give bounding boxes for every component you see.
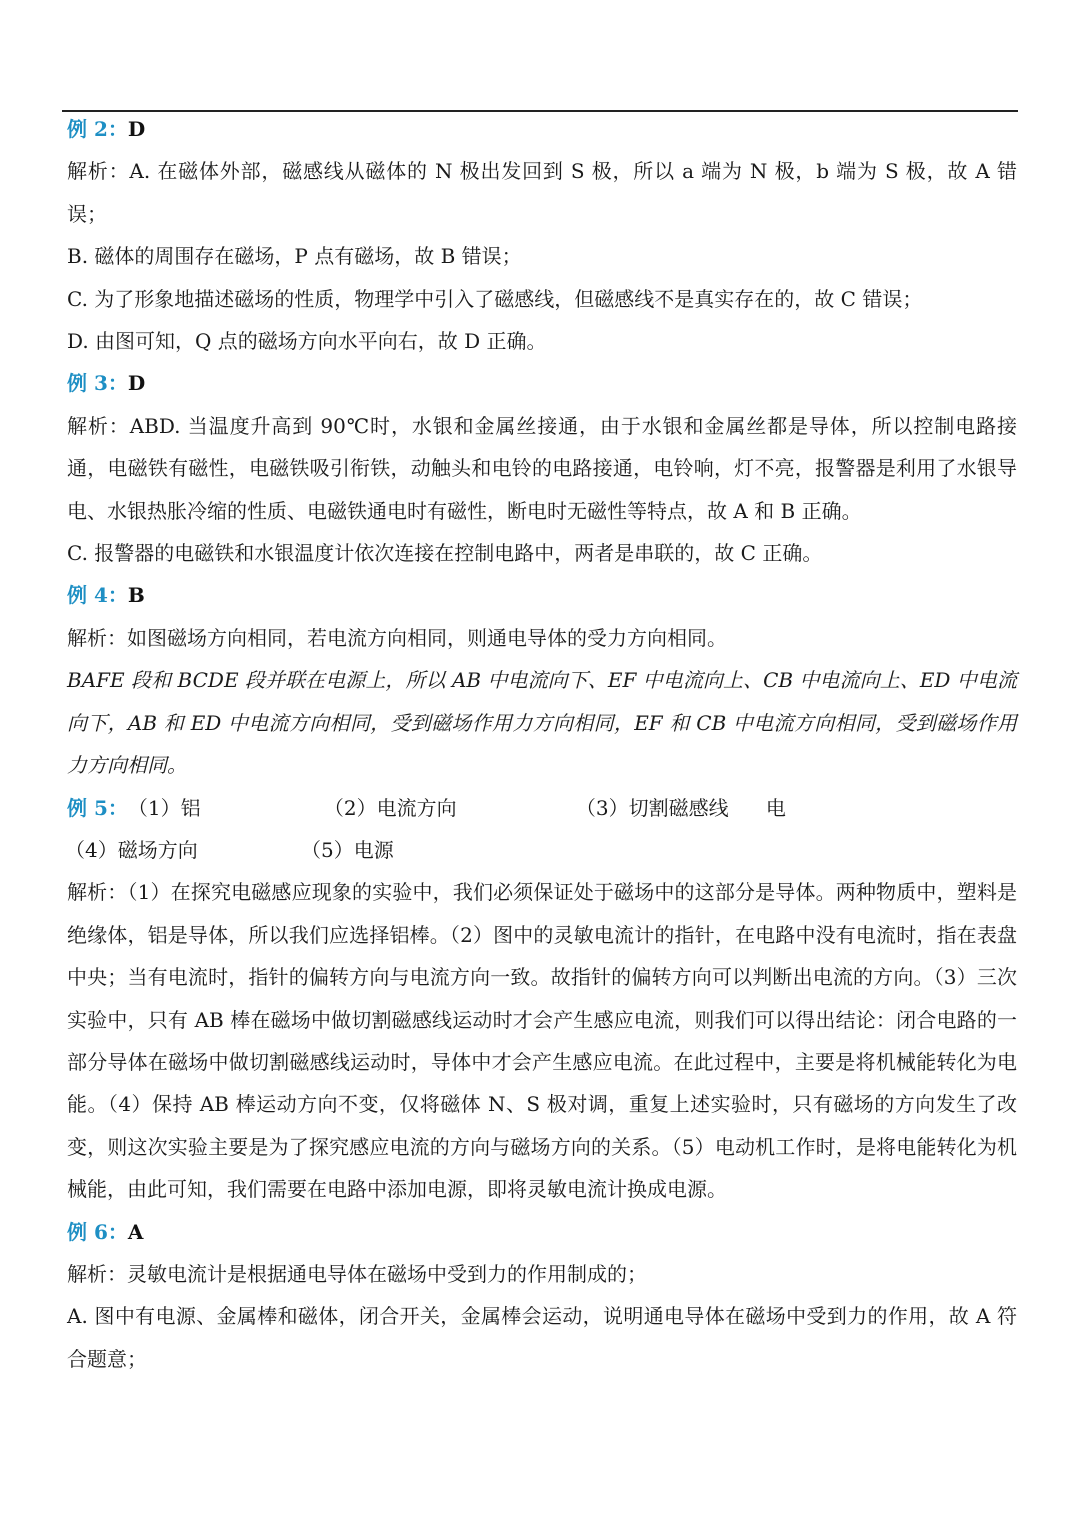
explanation-paragraph: C. 为了形象地描述磁场的性质，物理学中引入了磁感线，但磁感线不是真实存在的，故 C 错误；: [67, 286, 923, 311]
answer-part-4: （4）磁场方向: [65, 837, 198, 862]
answer-part-3: （3）切割磁感线: [575, 795, 729, 820]
example-label: 例 6：: [67, 1219, 128, 1244]
example-2-heading: [67, 108, 1017, 150]
example-5-heading: [67, 787, 1017, 829]
explanation-paragraph: BAFE 段和 BCDE 段并联在电源上，所以 AB 中电流向下、EF 中电流向上、CB 中电流向上、ED 中电流向下，AB 和 ED 中电流方向相同，受到磁场作用力方向相同，EF 和 CB 中电流方向相同，受到磁场作用力方向相同。: [67, 668, 1017, 778]
answer-content: [67, 108, 1017, 1380]
example-label: 例 5：: [67, 795, 128, 820]
example-answer: B: [127, 583, 145, 608]
explanation-paragraph: A. 图中有电源、金属棒和磁体，闭合开关，金属棒会运动，说明通电导体在磁场中受到力的作用，故 A 符合题意；: [67, 1304, 1017, 1371]
explanation-paragraph: C. 报警器的电磁铁和水银温度计依次连接在控制电路中，两者是串联的，故 C 正确。: [67, 541, 823, 566]
answer-part-1: （1）铝: [127, 795, 201, 820]
example-label: 例 2：: [67, 117, 128, 141]
answer-part-3b: 电: [765, 795, 786, 820]
example-label: 例 4：: [67, 583, 128, 608]
explanation-paragraph: D. 由图可知，Q 点的磁场方向水平向右，故 D 正确。: [67, 329, 547, 354]
example-answer: D: [127, 117, 146, 141]
explanation-paragraph: 解析：ABD. 当温度升高到 90℃时，水银和金属丝接通，由于水银和金属丝都是导体，所以控制电路接通，电磁铁有磁性，电磁铁吸引衔铁，动触头和电铃的电路接通，电铃响，灯不亮，报警器是利用了水银导电、水银热胀冷缩的性质、电磁铁通电时有磁性，断电时无磁性等特点，故 A 和 B 正确。: [67, 413, 1017, 523]
explanation-paragraph: 解析：灵敏电流计是根据通电导体在磁场中受到力的作用制成的；: [67, 1261, 647, 1286]
explanation-paragraph: B. 磁体的周围存在磁场，P 点有磁场，故 B 错误；: [67, 244, 522, 269]
example-6-heading: [67, 1211, 1017, 1253]
example-answer: A: [127, 1219, 144, 1244]
answer-part-2: （2）电流方向: [323, 795, 457, 820]
explanation-paragraph: 解析：（1）在探究电磁感应现象的实验中，我们必须保证处于磁场中的这部分是导体。两种物质中，塑料是绝缘体，铝是导体，所以我们应选择铝棒。（2）图中的灵敏电流计的指针，在电路中没有电流时，指在表盘中央；当有电流时，指针的偏转方向与电流方向一致。故指针的偏转方向可以判断出电流的方向。（3）三次实验中，只有 AB 棒在磁场中做切割磁感线运动时才会产生感应电流，则我们可以得出结论：闭合电路的一部分导体在磁场中做切割磁感线运动时，导体中才会产生感应电流。在此过程中，主要是将机械能转化为电能。（4）保持 AB 棒运动方向不变，仅将磁体 N、S 极对调，重复上述实验时，只有磁场的方向发生了改变，则这次实验主要是为了探究感应电流的方向与磁场方向的关系。（5）电动机工作时，是将电能转化为机械能，由此可知，我们需要在电路中添加电源，即将灵敏电流计换成电源。: [67, 880, 1017, 1202]
explanation-paragraph: 解析：如图磁场方向相同，若电流方向相同，则通电导体的受力方向相同。: [67, 625, 727, 650]
example-answer: D: [127, 371, 146, 396]
answer-part-5: （5）电源: [301, 837, 394, 862]
example-label: 例 3：: [67, 371, 128, 396]
example-4-heading: [67, 574, 1017, 616]
example-3-heading: [67, 362, 1017, 404]
explanation-paragraph: 解析：A. 在磁体外部，磁感线从磁体的 N 极出发回到 S 极，所以 a 端为 N 极，b 端为 S 极，故 A 错误；: [67, 159, 1017, 226]
example-5-answers-line-2: [67, 829, 1017, 871]
